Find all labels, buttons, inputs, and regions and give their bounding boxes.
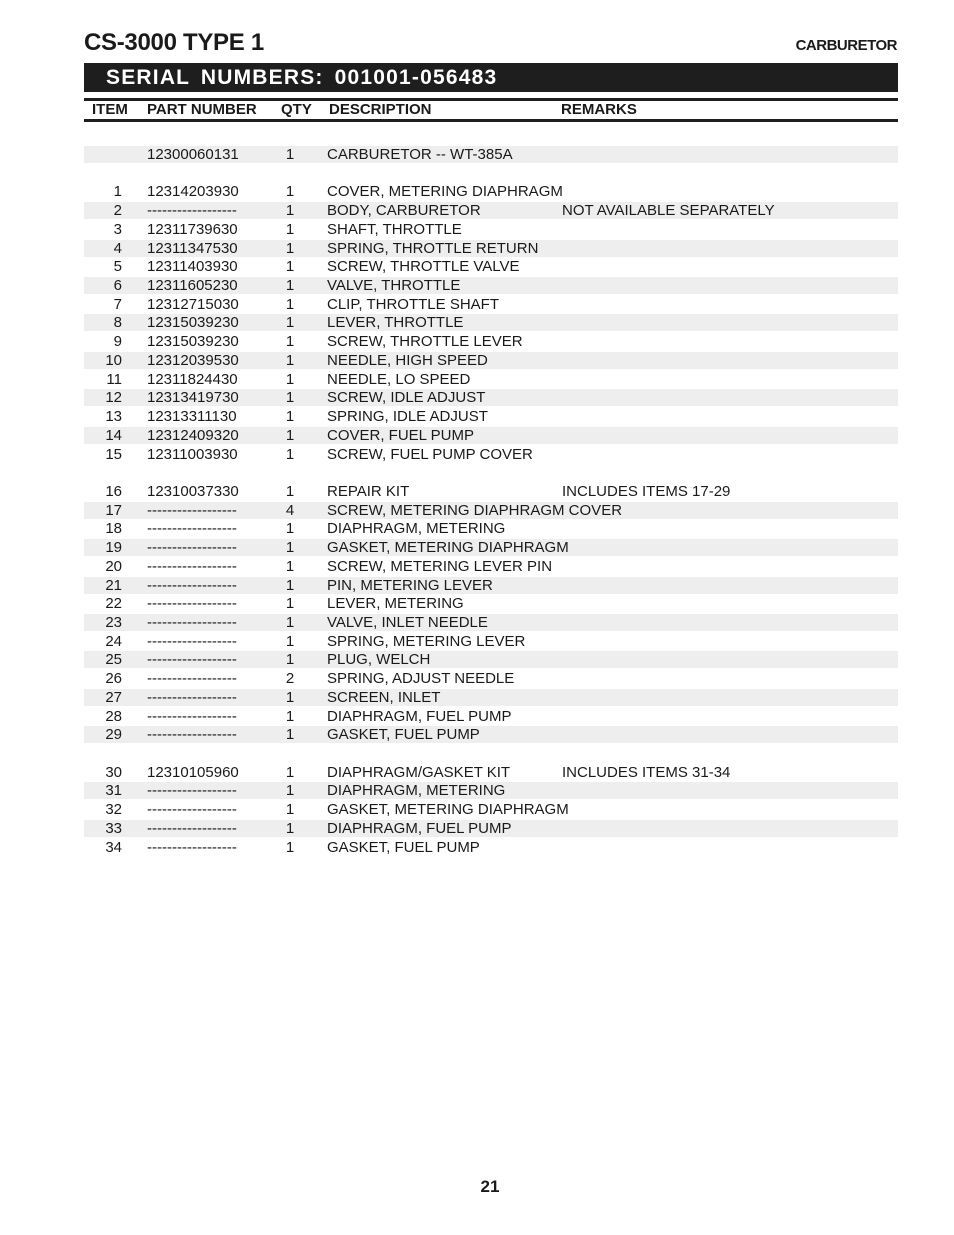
row-description: LEVER, THROTTLE bbox=[327, 314, 464, 332]
row-item-number: 22 bbox=[105, 595, 122, 613]
row-item-number: 6 bbox=[113, 277, 122, 295]
column-header-remarks: REMARKS bbox=[561, 101, 637, 118]
row-description: DIAPHRAGM, FUEL PUMP bbox=[327, 707, 512, 725]
row-description: SCREW, METERING LEVER PIN bbox=[327, 557, 553, 575]
row-description: DIAPHRAGM, FUEL PUMP bbox=[327, 819, 512, 837]
table-row bbox=[84, 389, 898, 406]
table-row bbox=[84, 483, 898, 500]
table-row bbox=[84, 708, 898, 725]
row-part-number: 12314203930 bbox=[147, 183, 239, 201]
table-row bbox=[84, 258, 898, 275]
row-qty: 1 bbox=[285, 557, 295, 575]
table-row bbox=[84, 539, 898, 556]
row-qty: 1 bbox=[285, 688, 295, 706]
row-item-number: 15 bbox=[105, 445, 122, 463]
row-qty: 1 bbox=[285, 763, 295, 781]
row-item-number: 27 bbox=[105, 688, 122, 706]
row-item-number: 25 bbox=[105, 651, 122, 669]
table-row bbox=[84, 352, 898, 369]
row-item-number: 26 bbox=[105, 670, 122, 688]
row-description: NEEDLE, HIGH SPEED bbox=[327, 351, 488, 369]
row-item-number: 29 bbox=[105, 726, 122, 744]
column-header-item: ITEM bbox=[92, 101, 128, 118]
table-row bbox=[84, 614, 898, 631]
row-part-number: 12312409320 bbox=[147, 426, 239, 444]
row-description: DIAPHRAGM, METERING bbox=[327, 782, 506, 800]
row-item-number: 8 bbox=[113, 314, 122, 332]
row-item-number: 30 bbox=[105, 763, 122, 781]
row-description: COVER, METERING DIAPHRAGM bbox=[327, 183, 563, 201]
row-description: SPRING, ADJUST NEEDLE bbox=[327, 670, 515, 688]
row-qty: 1 bbox=[285, 632, 295, 650]
row-qty: 1 bbox=[285, 614, 295, 631]
row-remarks: INCLUDES ITEMS 31-34 bbox=[562, 763, 731, 781]
table-row bbox=[84, 371, 898, 388]
row-qty: 1 bbox=[285, 595, 295, 613]
row-description: REPAIR KIT bbox=[327, 482, 410, 500]
row-item-number: 34 bbox=[105, 838, 122, 856]
row-description: SPRING, METERING LEVER bbox=[327, 632, 526, 650]
row-qty: 1 bbox=[285, 202, 295, 220]
row-item-number: 23 bbox=[105, 614, 122, 631]
row-description: DIAPHRAGM, METERING bbox=[327, 520, 506, 538]
row-item-number: 5 bbox=[113, 258, 122, 276]
table-row bbox=[84, 314, 898, 331]
row-item-number: 13 bbox=[105, 408, 122, 426]
row-part-number: ------------------ bbox=[147, 688, 237, 706]
row-part-number: ------------------ bbox=[147, 707, 237, 725]
row-description: BODY, CARBURETOR bbox=[327, 202, 481, 220]
row-part-number: ------------------ bbox=[147, 557, 237, 575]
row-part-number: ------------------ bbox=[147, 614, 237, 631]
row-qty: 1 bbox=[285, 258, 295, 276]
row-item-number: 3 bbox=[113, 220, 122, 238]
row-part-number: 12315039230 bbox=[147, 314, 239, 332]
row-part-number: 12315039230 bbox=[147, 333, 239, 351]
row-qty: 1 bbox=[285, 146, 295, 163]
row-item-number: 16 bbox=[105, 482, 122, 500]
table-row bbox=[84, 558, 898, 575]
row-qty: 4 bbox=[285, 501, 295, 519]
row-part-number: 12312715030 bbox=[147, 295, 239, 313]
row-item-number: 9 bbox=[113, 333, 122, 351]
row-remarks: NOT AVAILABLE SEPARATELY bbox=[562, 202, 775, 220]
row-part-number: ------------------ bbox=[147, 576, 237, 594]
row-qty: 1 bbox=[285, 576, 295, 594]
row-part-number: 12311403930 bbox=[147, 258, 238, 276]
row-item-number: 24 bbox=[105, 632, 122, 650]
row-part-number: 12313311130 bbox=[147, 408, 237, 426]
row-part-number: ------------------ bbox=[147, 819, 237, 837]
page-number: 21 bbox=[480, 1177, 500, 1196]
row-qty: 1 bbox=[285, 333, 295, 351]
row-part-number: ------------------ bbox=[147, 202, 237, 220]
table-row bbox=[84, 633, 898, 650]
row-description: SPRING, IDLE ADJUST bbox=[327, 408, 488, 426]
row-description: SCREW, FUEL PUMP COVER bbox=[327, 445, 533, 463]
row-description: GASKET, FUEL PUMP bbox=[327, 726, 480, 744]
row-qty: 2 bbox=[285, 670, 295, 688]
row-qty: 1 bbox=[285, 408, 295, 426]
row-qty: 1 bbox=[285, 295, 295, 313]
row-qty: 1 bbox=[285, 819, 295, 837]
row-part-number: ------------------ bbox=[147, 501, 237, 519]
row-qty: 1 bbox=[285, 183, 295, 201]
row-qty: 1 bbox=[285, 220, 295, 238]
row-part-number: 12311824430 bbox=[147, 370, 238, 388]
row-part-number: ------------------ bbox=[147, 651, 237, 669]
row-part-number: 12310105960 bbox=[147, 763, 239, 781]
table-row bbox=[84, 782, 898, 799]
row-item-number: 31 bbox=[105, 782, 122, 800]
row-qty: 1 bbox=[285, 426, 295, 444]
row-qty: 1 bbox=[285, 838, 295, 856]
table-row bbox=[84, 726, 898, 743]
row-part-number: 12312039530 bbox=[147, 351, 239, 369]
row-qty: 1 bbox=[285, 482, 295, 500]
row-description: SCREW, IDLE ADJUST bbox=[327, 389, 486, 407]
row-qty: 1 bbox=[285, 351, 295, 369]
row-part-number: ------------------ bbox=[147, 801, 237, 819]
row-description: CARBURETOR -- WT-385A bbox=[327, 146, 513, 163]
row-part-number: ------------------ bbox=[147, 595, 237, 613]
row-description: LEVER, METERING bbox=[327, 595, 464, 613]
row-description: CLIP, THROTTLE SHAFT bbox=[327, 295, 499, 313]
table-row bbox=[84, 595, 898, 612]
row-part-number: ------------------ bbox=[147, 520, 237, 538]
row-description: SCREW, THROTTLE LEVER bbox=[327, 333, 523, 351]
row-description: PLUG, WELCH bbox=[327, 651, 431, 669]
row-item-number: 2 bbox=[113, 202, 122, 220]
row-part-number: 12310037330 bbox=[147, 482, 239, 500]
table-row bbox=[84, 277, 898, 294]
row-item-number: 19 bbox=[105, 539, 122, 557]
row-item-number: 18 bbox=[105, 520, 122, 538]
row-part-number: ------------------ bbox=[147, 670, 237, 688]
table-row bbox=[84, 764, 898, 781]
row-item-number: 17 bbox=[105, 501, 122, 519]
table-row bbox=[84, 427, 898, 444]
parts-table bbox=[84, 0, 898, 880]
table-row bbox=[84, 146, 898, 163]
row-item-number: 11 bbox=[106, 370, 122, 388]
row-description: SCREW, METERING DIAPHRAGM COVER bbox=[327, 501, 623, 519]
row-description: SCREEN, INLET bbox=[327, 688, 441, 706]
table-row bbox=[84, 240, 898, 257]
row-qty: 1 bbox=[285, 445, 295, 463]
table-row bbox=[84, 202, 898, 219]
row-description: VALVE, THROTTLE bbox=[327, 277, 461, 295]
row-qty: 1 bbox=[285, 239, 295, 257]
row-remarks: INCLUDES ITEMS 17-29 bbox=[562, 482, 731, 500]
table-row bbox=[84, 333, 898, 350]
row-item-number: 33 bbox=[105, 819, 122, 837]
row-qty: 1 bbox=[285, 782, 295, 800]
row-item-number: 12 bbox=[105, 389, 122, 407]
column-header-qty: QTY bbox=[281, 101, 312, 118]
row-part-number: ------------------ bbox=[147, 726, 237, 744]
row-description: GASKET, FUEL PUMP bbox=[327, 838, 480, 856]
row-qty: 1 bbox=[285, 520, 295, 538]
row-part-number: 12300060131 bbox=[147, 146, 239, 163]
row-description: NEEDLE, LO SPEED bbox=[327, 370, 471, 388]
table-row bbox=[84, 408, 898, 425]
column-header-description: DESCRIPTION bbox=[329, 101, 432, 118]
row-description: GASKET, METERING DIAPHRAGM bbox=[327, 539, 569, 557]
row-part-number: 12313419730 bbox=[147, 389, 239, 407]
table-row bbox=[84, 839, 898, 856]
serial-numbers-bar: SERIAL NUMBERS: 001001-056483 bbox=[84, 63, 898, 92]
row-qty: 1 bbox=[285, 314, 295, 332]
table-row bbox=[84, 820, 898, 837]
row-part-number: ------------------ bbox=[147, 539, 237, 557]
row-description: PIN, METERING LEVER bbox=[327, 576, 493, 594]
section-title: CARBURETOR bbox=[795, 37, 897, 54]
row-part-number: ------------------ bbox=[147, 838, 237, 856]
row-description: SPRING, THROTTLE RETURN bbox=[327, 239, 539, 257]
row-item-number: 7 bbox=[113, 295, 122, 313]
table-row bbox=[84, 296, 898, 313]
table-row bbox=[84, 520, 898, 537]
row-qty: 1 bbox=[285, 539, 295, 557]
row-item-number: 10 bbox=[105, 351, 122, 369]
row-part-number: ------------------ bbox=[147, 782, 237, 800]
table-row bbox=[84, 689, 898, 706]
column-header-part-number: PART NUMBER bbox=[147, 101, 257, 118]
table-row bbox=[84, 651, 898, 668]
row-qty: 1 bbox=[285, 389, 295, 407]
row-part-number: 12311347530 bbox=[147, 239, 238, 257]
row-item-number: 4 bbox=[113, 239, 122, 257]
row-description: COVER, FUEL PUMP bbox=[327, 426, 474, 444]
row-part-number: 12311003930 bbox=[147, 445, 238, 463]
table-row bbox=[84, 801, 898, 818]
row-qty: 1 bbox=[285, 707, 295, 725]
row-item-number: 1 bbox=[113, 183, 122, 201]
row-part-number: 12311739630 bbox=[147, 220, 238, 238]
row-item-number: 20 bbox=[105, 557, 122, 575]
row-description: DIAPHRAGM/GASKET KIT bbox=[327, 763, 511, 781]
row-qty: 1 bbox=[285, 726, 295, 744]
row-qty: 1 bbox=[285, 370, 295, 388]
table-row bbox=[84, 446, 898, 463]
table-row bbox=[84, 221, 898, 238]
row-part-number: 12311605230 bbox=[147, 277, 238, 295]
table-row bbox=[84, 502, 898, 519]
row-qty: 1 bbox=[285, 651, 295, 669]
row-item-number: 28 bbox=[105, 707, 122, 725]
table-row bbox=[84, 670, 898, 687]
model-title: CS-3000 TYPE 1 bbox=[84, 29, 264, 56]
row-item-number: 14 bbox=[105, 426, 122, 444]
row-item-number: 21 bbox=[105, 576, 122, 594]
row-qty: 1 bbox=[285, 801, 295, 819]
row-description: SCREW, THROTTLE VALVE bbox=[327, 258, 520, 276]
table-row bbox=[84, 183, 898, 200]
row-description: SHAFT, THROTTLE bbox=[327, 220, 462, 238]
row-part-number: ------------------ bbox=[147, 632, 237, 650]
row-item-number: 32 bbox=[105, 801, 122, 819]
row-qty: 1 bbox=[285, 277, 295, 295]
table-row bbox=[84, 577, 898, 594]
row-description: VALVE, INLET NEEDLE bbox=[327, 614, 488, 631]
row-description: GASKET, METERING DIAPHRAGM bbox=[327, 801, 569, 819]
